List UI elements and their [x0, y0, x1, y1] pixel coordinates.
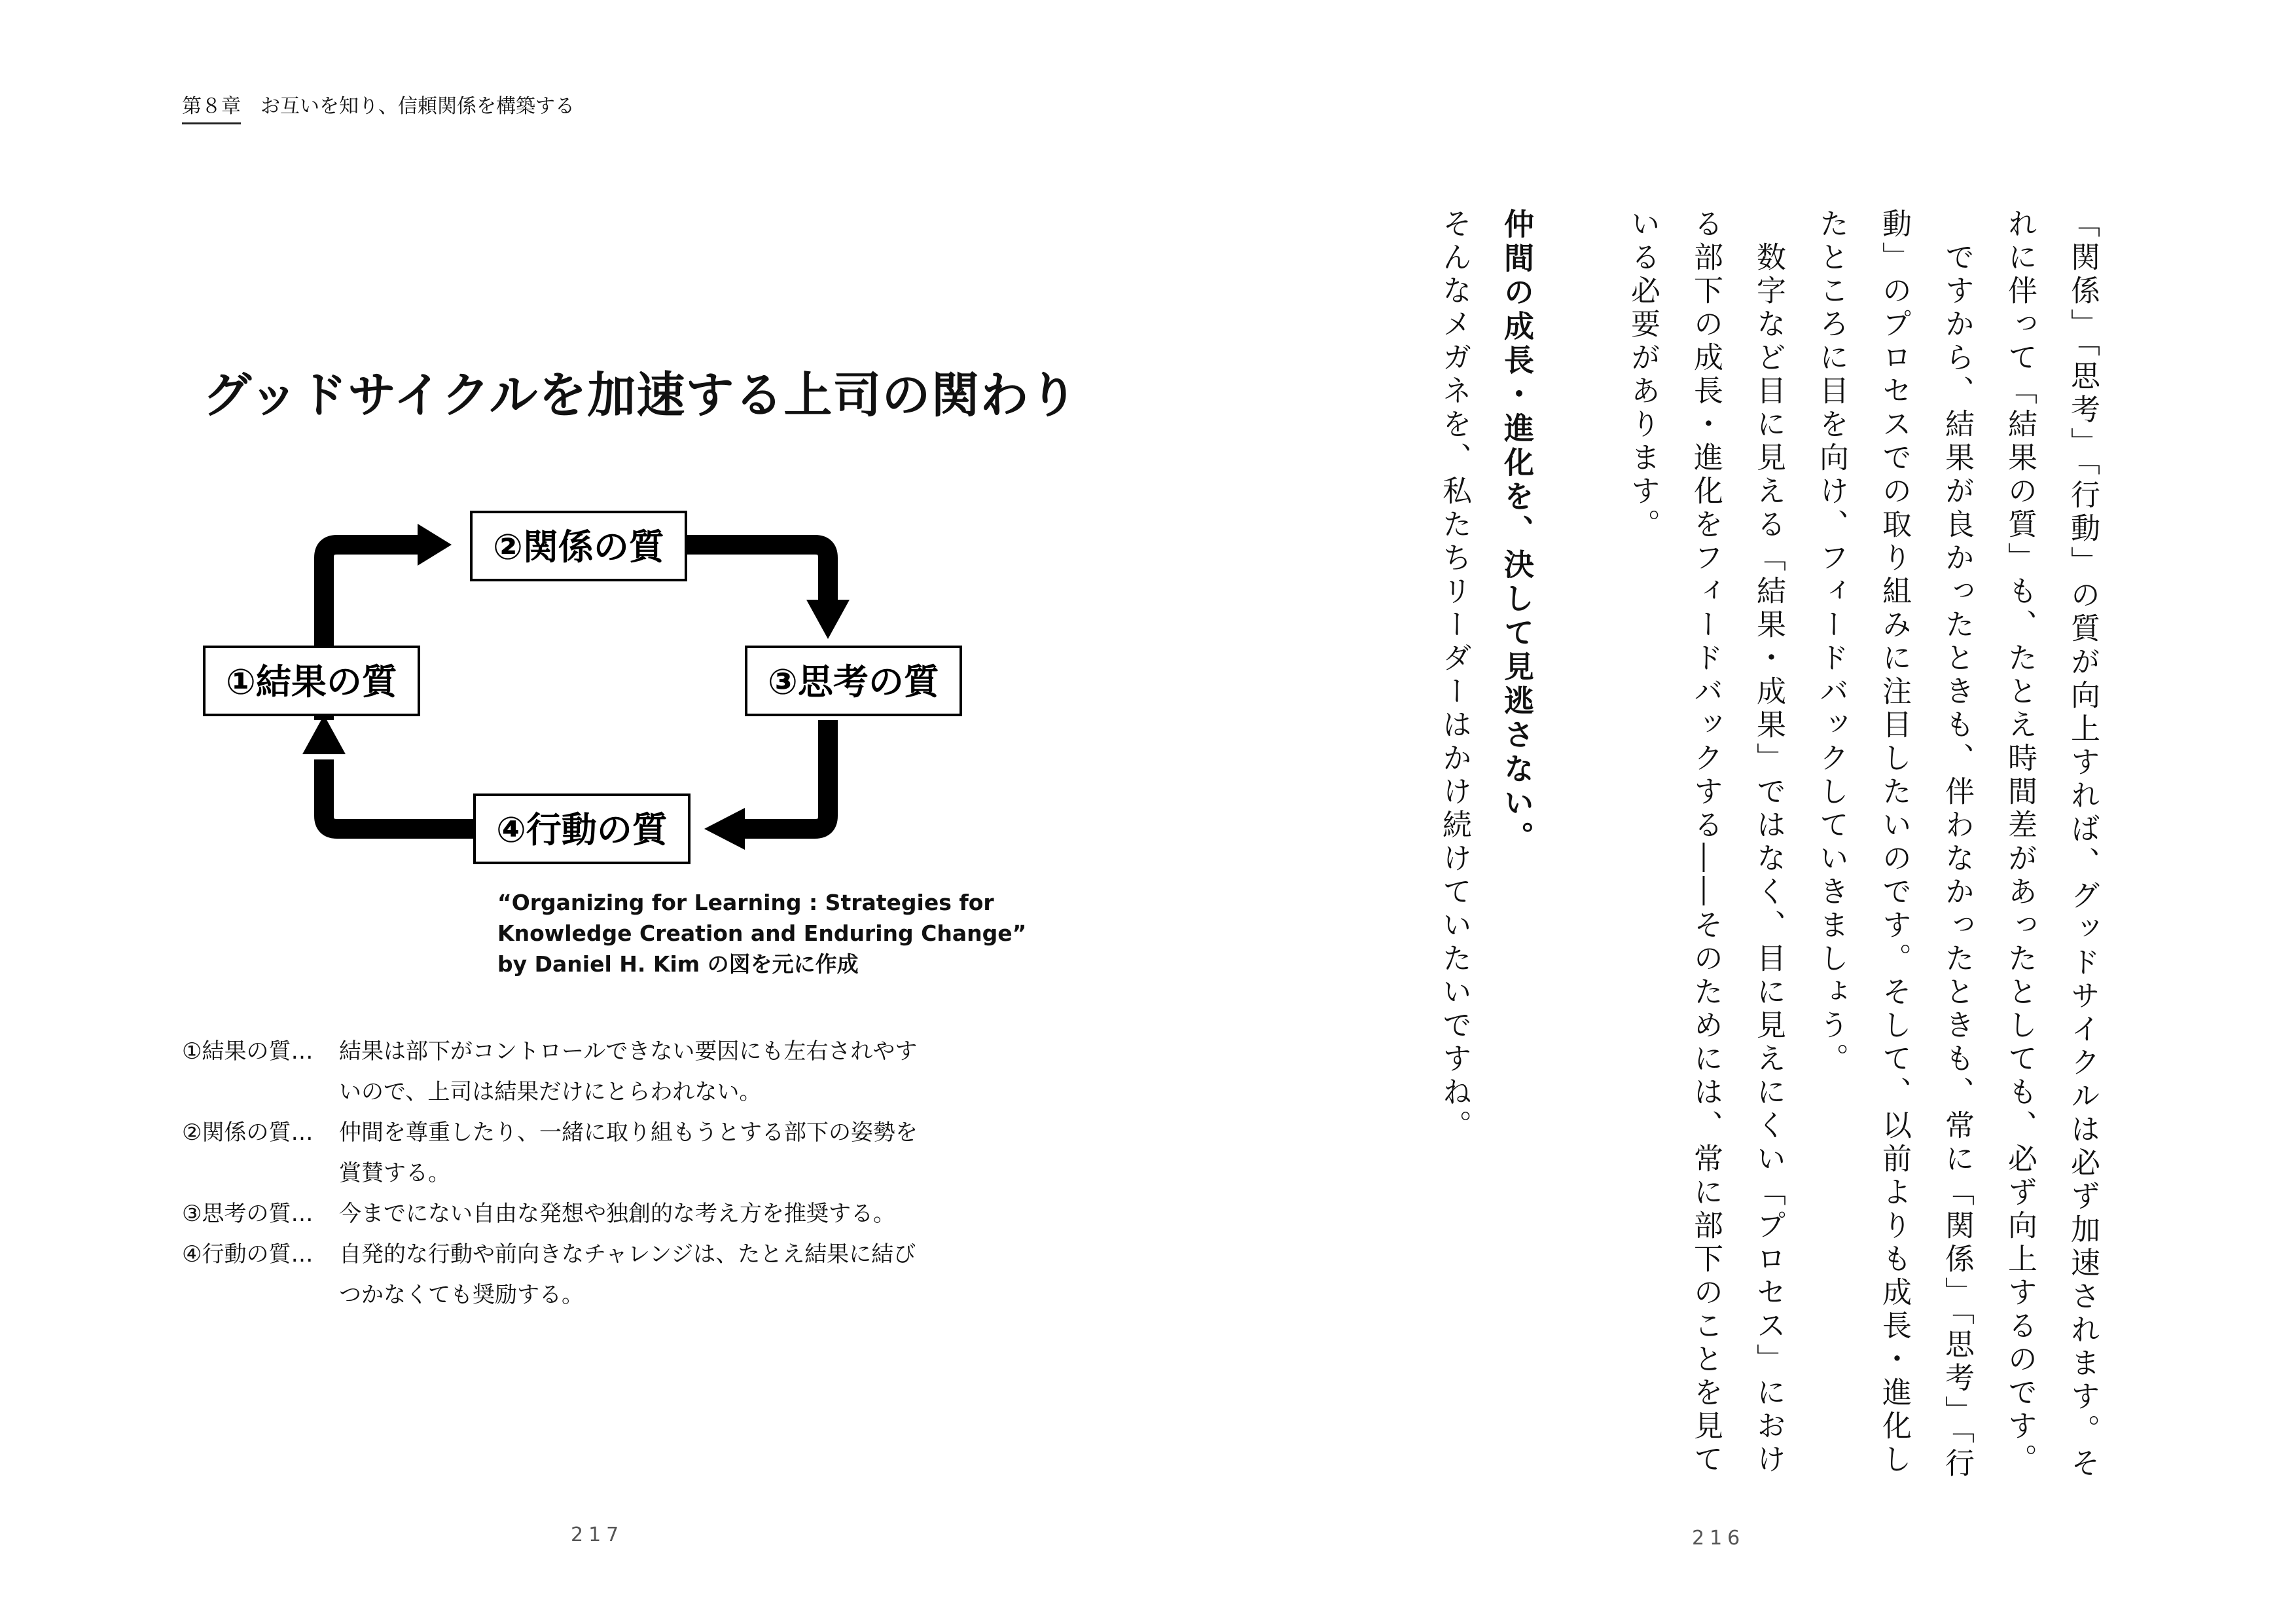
column-gap	[1549, 208, 1611, 1482]
legend-term: ①結果の質…	[182, 1038, 314, 1065]
legend-description	[339, 1112, 994, 1194]
legend-item-thinking	[182, 1194, 1033, 1234]
legend-line: 仲間を尊重したり、一緒に取り組もうとする部下の姿勢を	[339, 1120, 918, 1146]
figure-caption	[497, 887, 1034, 979]
node-label-relation: ②関係の質	[493, 526, 664, 568]
good-cycle-diagram	[196, 511, 982, 864]
legend-term: ④行動の質…	[182, 1241, 314, 1267]
legend-term: ③思考の質…	[182, 1201, 314, 1227]
body-column: 動」のプロセスでの取り組みに注目したいのです。そして、以前よりも成長・進化し	[1877, 208, 1912, 1477]
caption-line: “Organizing for Learning : Strategies for	[497, 890, 994, 915]
arrowhead-down-icon	[806, 600, 850, 639]
chapter-title: お互いを知り、信頼関係を構築する	[260, 95, 575, 118]
legend-description	[339, 1194, 994, 1234]
body-column: 「関係」「思考」「行動」の質が向上すれば、グッドサイクルは必ず加速されます。そ	[2066, 208, 2100, 1481]
legend-description	[339, 1031, 994, 1112]
page-number-right: 216	[1692, 1527, 1746, 1550]
chapter-number: 第８章	[182, 90, 241, 124]
arrowhead-up-icon	[302, 715, 346, 754]
legend-term: ②関係の質…	[182, 1120, 314, 1146]
body-column: る部下の成長・進化をフィードバックする――そのためには、常に部下のことを見て	[1689, 208, 1723, 1477]
legend-item-result	[182, 1031, 1033, 1112]
legend-line: つかなくても奨励する。	[339, 1282, 584, 1308]
body-text-vertical	[1423, 208, 2114, 1482]
legend-item-relation	[182, 1112, 1033, 1194]
arrowhead-left-icon	[704, 808, 745, 850]
page-number-left: 217	[571, 1523, 624, 1546]
arrow-thinking-to-action	[743, 720, 828, 829]
legend-line: いので、上司は結果だけにとらわれない。	[339, 1079, 762, 1105]
arrow-action-to-result	[324, 759, 478, 829]
body-column: 数字など目に見える「結果・成果」ではなく、目に見えにくい「プロセス」におけ	[1751, 208, 1786, 1477]
legend-line: 自発的な行動や前向きなチャレンジは、たとえ結果に結び	[339, 1241, 916, 1267]
quality-legend	[182, 1031, 1033, 1315]
node-label-action: ④行動の質	[496, 809, 668, 850]
body-column: たところに目を向け、フィードバックしていきましょう。	[1814, 208, 1849, 1076]
body-column: れに伴って「結果の質」も、たとえ時間差があったとしても、必ず向上するのです。	[2003, 208, 2037, 1477]
arrowhead-right-icon	[418, 524, 452, 566]
body-column: そんなメガネを、私たちリーダーはかけ続けていたいですね。	[1437, 208, 1472, 1143]
legend-item-action	[182, 1234, 1033, 1315]
legend-description	[339, 1234, 994, 1315]
legend-line: 結果は部下がコントロールできない要因にも左右されやす	[339, 1038, 918, 1065]
arrow-relation-to-thinking	[684, 545, 828, 601]
section-heading: 仲間の成長・進化を、決して見逃さない。	[1499, 208, 1535, 855]
caption-line: by Daniel H. Kim の図を元に作成	[497, 951, 859, 977]
legend-line: 今までにない自由な発想や独創的な考え方を推奨する。	[339, 1201, 895, 1227]
running-header	[182, 85, 575, 124]
figure-title: グッドサイクルを加速する上司の関わり	[203, 367, 1079, 424]
body-column: ですから、結果が良かったときも、伴わなかったときも、常に「関係」「思考」「行	[1940, 208, 1975, 1481]
node-label-thinking: ③思考の質	[768, 661, 939, 702]
legend-line: 賞賛する。	[339, 1160, 450, 1186]
node-label-result: ①結果の質	[226, 661, 397, 702]
caption-line: Knowledge Creation and Enduring Change”	[497, 921, 1027, 946]
body-column: いる必要があります。	[1626, 208, 1660, 542]
